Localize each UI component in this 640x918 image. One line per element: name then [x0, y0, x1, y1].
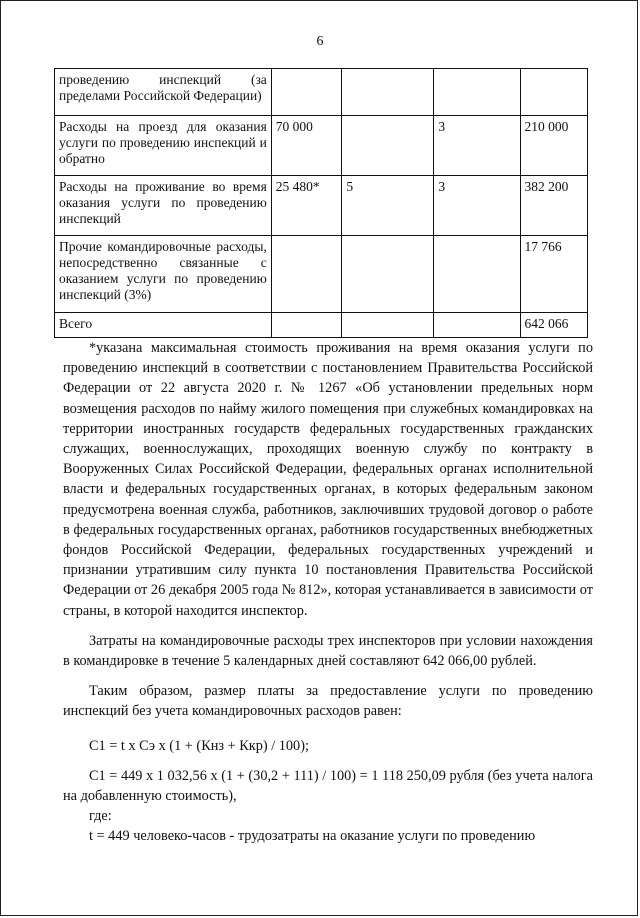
table-cell-description: Всего — [55, 313, 272, 338]
table-cell — [434, 236, 520, 313]
table-cell-description: Расходы на проезд для оказания услуги по проведению инспекций и обратно — [55, 116, 272, 176]
table-cell: 3 — [434, 116, 520, 176]
table-row-total — [55, 313, 588, 338]
formula-1: С1 = t x Сэ x (1 + (Кнз + Ккр) / 100); — [89, 737, 309, 754]
table-cell-description: проведению инспекций (за пределами Российской Федерации) — [55, 69, 272, 116]
table-cell — [342, 69, 434, 116]
where-label: где: — [89, 808, 112, 825]
table-cell-description: Прочие командировочные расходы, непосредственно связанные с оказанием услуги по проведению инспекций (3%) — [55, 236, 272, 313]
table-cell — [271, 69, 342, 116]
table-cell — [271, 236, 342, 313]
expense-table — [54, 68, 588, 338]
table-cell: 5 — [342, 176, 434, 236]
costs-paragraph: Затраты на командировочные расходы трех инспекторов при условии нахождения в командировке в течение 5 календарных дней составляют 642 066,00 рублей. — [63, 632, 593, 670]
document-body — [63, 338, 593, 847]
table-cell: 70 000 — [271, 116, 342, 176]
table-cell — [342, 116, 434, 176]
table-cell — [342, 313, 434, 338]
table-row — [55, 116, 588, 176]
table-cell: 382 200 — [520, 176, 587, 236]
table-cell — [434, 69, 520, 116]
t-definition: t = 449 человеко-часов - трудозатраты на оказание услуги по проведению — [89, 828, 536, 845]
table-cell — [520, 69, 587, 116]
table-cell-description: Расходы на проживание во время оказания услуги по проведению инспекций — [55, 176, 272, 236]
table-cell: 210 000 — [520, 116, 587, 176]
thus-paragraph: Таким образом, размер платы за предоставление услуги по проведению инспекций без учета командировочных расходов равен: — [63, 683, 593, 720]
table-cell: 642 066 — [520, 313, 587, 338]
table-cell — [271, 313, 342, 338]
formula-2: С1 = 449 x 1 032,56 x (1 + (30,2 + 111) / 100) = 1 118 250,09 рубля (без учета налога на добавленную стоимость), — [63, 767, 593, 805]
page-number: 6 — [316, 34, 324, 49]
table-row — [55, 236, 588, 313]
table-cell: 25 480* — [271, 176, 342, 236]
table-cell: 17 766 — [520, 236, 587, 313]
table-row — [55, 176, 588, 236]
table-cell — [434, 313, 520, 338]
footnote-paragraph: *указана максимальная стоимость проживания на время оказания услуги по проведению инспекций в соответствии с постановлением Правительства Российской Федерации от 22 августа 2020 г. № 1267 «Об установлении предельных норм возмещения расходов по найму жилого помещения при служебных командировках на территории иностранных государств федеральных государственных гражданских служащих, военнослужащих, проходящих военную службу по контракту в Вооруженных Силах Российской Федерации, федеральных органах исполнительной власти и федеральных государственных органах, в которых федеральным законом предусмотрена военная служба, работников, заключивших трудовой договор о работе в федеральных государственных органах, работников государственных внебюджетных фондов Российской Федерации, федеральных государственных учреждений и признании утратившим силу пункта 10 постановления Правительства Российской Федерации от 26 декабря 2005 года № 812», которая устанавливается в зависимости от страны, в которой находится инспектор. — [63, 340, 593, 619]
table-cell: 3 — [434, 176, 520, 236]
table-row — [55, 69, 588, 116]
table-cell — [342, 236, 434, 313]
